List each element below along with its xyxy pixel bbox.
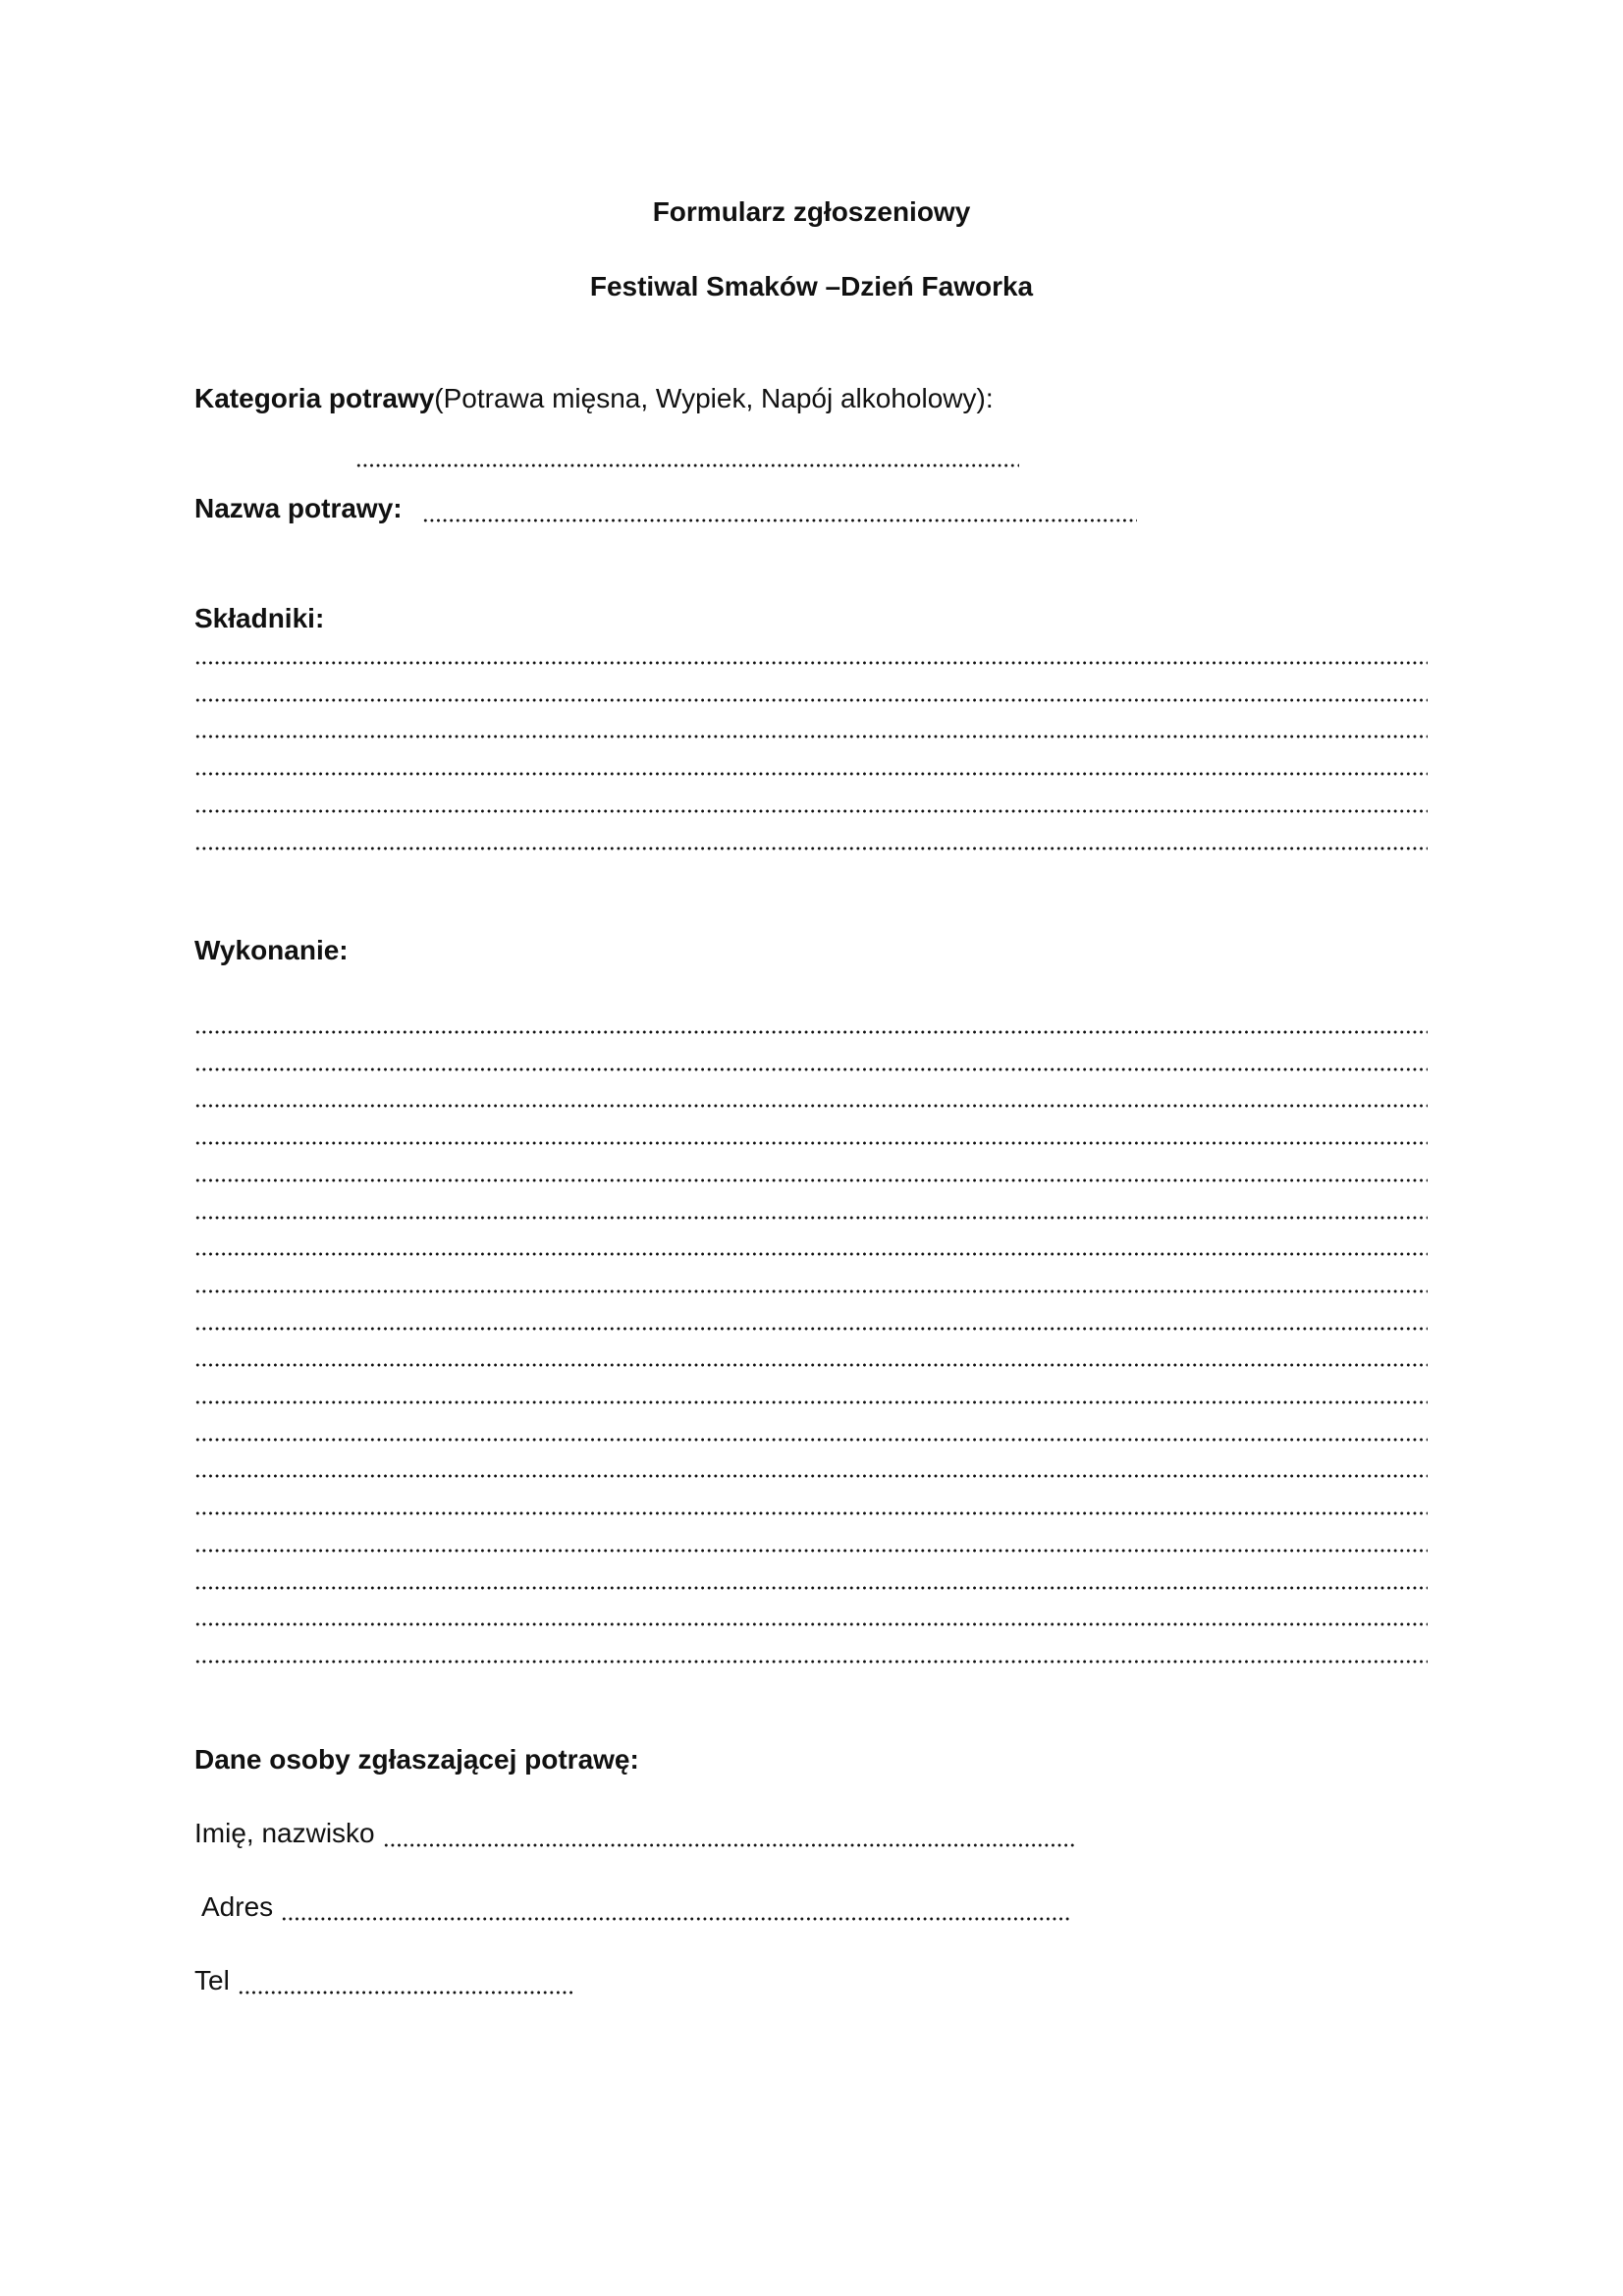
name-label: Imię, nazwisko (194, 1818, 375, 1848)
ingredients-input-line[interactable] (194, 734, 1428, 739)
ingredients-input-line[interactable] (194, 660, 1428, 666)
preparation-input-line[interactable] (194, 1659, 1428, 1665)
dish-name-row (194, 493, 403, 524)
category-input-line[interactable] (355, 463, 1019, 468)
preparation-input-line[interactable] (194, 1103, 1428, 1109)
preparation-input-line[interactable] (194, 1215, 1428, 1221)
name-row (194, 1818, 375, 1849)
preparation-input-line[interactable] (194, 1362, 1428, 1368)
form-title: Formularz zgłoszeniowy (652, 196, 971, 227)
dish-name-input-line[interactable] (422, 518, 1137, 523)
preparation-input-line[interactable] (194, 1029, 1428, 1035)
category-row (194, 383, 994, 414)
phone-label: Tel (194, 1965, 230, 1995)
preparation-input-line[interactable] (194, 1548, 1428, 1554)
dish-name-label: Nazwa potrawy: (194, 493, 403, 523)
applicant-heading: Dane osoby zgłaszającej potrawę: (194, 1744, 639, 1775)
preparation-input-line[interactable] (194, 1437, 1428, 1443)
phone-input-line[interactable] (238, 1990, 573, 1995)
event-subtitle: Festiwal Smaków –Dzień Faworka (589, 271, 1034, 301)
phone-row (194, 1965, 230, 1996)
category-label: Kategoria potrawy (194, 383, 435, 413)
preparation-input-line[interactable] (194, 1177, 1428, 1183)
ingredients-input-line[interactable] (194, 697, 1428, 703)
preparation-input-line[interactable] (194, 1399, 1428, 1405)
preparation-input-line[interactable] (194, 1066, 1428, 1072)
preparation-input-line[interactable] (194, 1585, 1428, 1591)
ingredients-label: Składniki: (194, 603, 325, 633)
category-hint: (Potrawa mięsna, Wypiek, Napój alkoholowy): (434, 383, 994, 413)
name-input-line[interactable] (383, 1842, 1076, 1848)
preparation-input-line[interactable] (194, 1473, 1428, 1479)
preparation-input-line[interactable] (194, 1140, 1428, 1146)
ingredients-input-line[interactable] (194, 808, 1428, 814)
address-input-line[interactable] (281, 1916, 1072, 1922)
address-row (201, 1891, 273, 1923)
address-label: Adres (201, 1891, 274, 1922)
preparation-label: Wykonanie: (194, 935, 349, 965)
preparation-input-line[interactable] (194, 1510, 1428, 1516)
ingredients-input-line[interactable] (194, 846, 1428, 851)
preparation-input-line[interactable] (194, 1251, 1428, 1257)
preparation-input-line[interactable] (194, 1621, 1428, 1627)
preparation-input-line[interactable] (194, 1326, 1428, 1332)
ingredients-input-line[interactable] (194, 771, 1428, 777)
preparation-input-line[interactable] (194, 1288, 1428, 1294)
